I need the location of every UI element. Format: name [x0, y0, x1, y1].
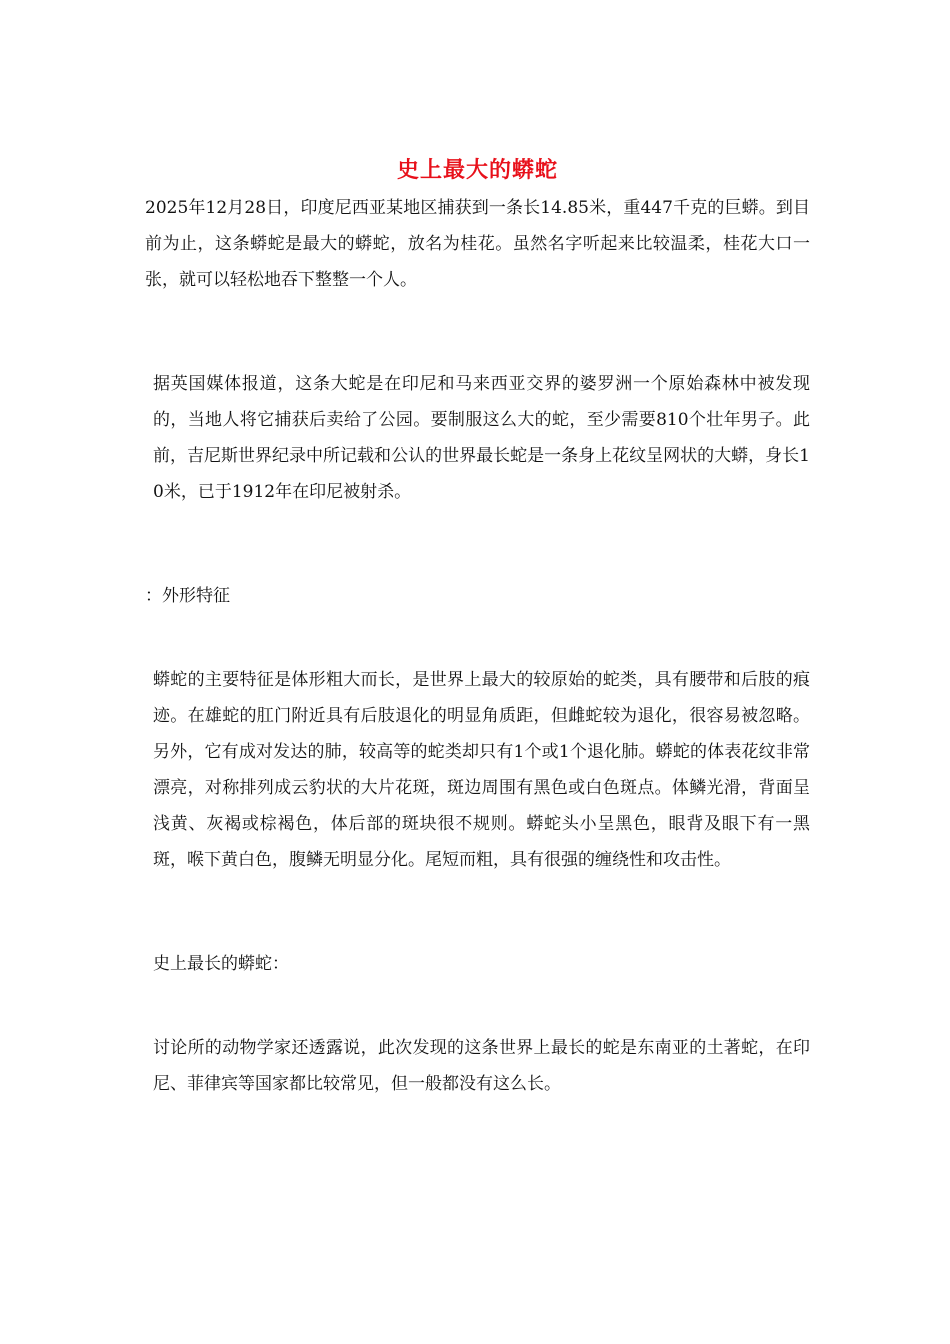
spacer [145, 614, 810, 662]
paragraph-appearance: 蟒蛇的主要特征是体形粗大而长，是世界上最大的较原始的蛇类，具有腰带和后肢的痕迹。在雄蛇的肛门附近具有后肢退化的明显角质距，但雌蛇较为退化，很容易被忽略。另外，它有成对发达的肺，较高等的蛇类却只有1个或1个退化肺。蟒蛇的体表花纹非常漂亮，对称排列成云豹状的大片花斑，斑边周围有黑色或白色斑点。体鳞光滑，背面呈浅黄、灰褐或棕褐色，体后部的斑块很不规则。蟒蛇头小呈黑色，眼背及眼下有一黑斑，喉下黄白色，腹鳞无明显分化。尾短而粗，具有很强的缠绕性和攻击性。 [153, 670, 810, 870]
spacer [145, 510, 810, 578]
spacer [145, 298, 810, 366]
document-page [145, 150, 810, 1102]
paragraph-longest: 讨论所的动物学家还透露说，此次发现的这条世界上最长的蛇是东南亚的土著蛇，在印尼、菲律宾等国家都比较常见，但一般都没有这么长。 [153, 1038, 810, 1094]
section-heading-longest: 史上最长的蟒蛇： [153, 954, 289, 974]
spacer [145, 982, 810, 1030]
spacer [145, 878, 810, 946]
paragraph-intro: 2025年12月28日，印度尼西亚某地区捕获到一条长14.85米，重447千克的巨蟒。到目前为止，这条蟒蛇是最大的蟒蛇，放名为桂花。虽然名字听起来比较温柔，桂花大口一张，就可以轻松地吞下整整一个人。 [145, 198, 810, 290]
section-heading-appearance: ：外形特征 [145, 586, 230, 606]
paragraph-report: 据英国媒体报道，这条大蛇是在印尼和马来西亚交界的婆罗洲一个原始森林中被发现的，当地人将它捕获后卖给了公园。要制服这么大的蛇，至少需要810个壮年男子。此前，吉尼斯世界纪录中所记载和公认的世界最长蛇是一条身上花纹呈网状的大蟒，身长10米，已于1912年在印尼被射杀。 [153, 374, 810, 502]
document-title: 史上最大的蟒蛇 [396, 157, 558, 183]
